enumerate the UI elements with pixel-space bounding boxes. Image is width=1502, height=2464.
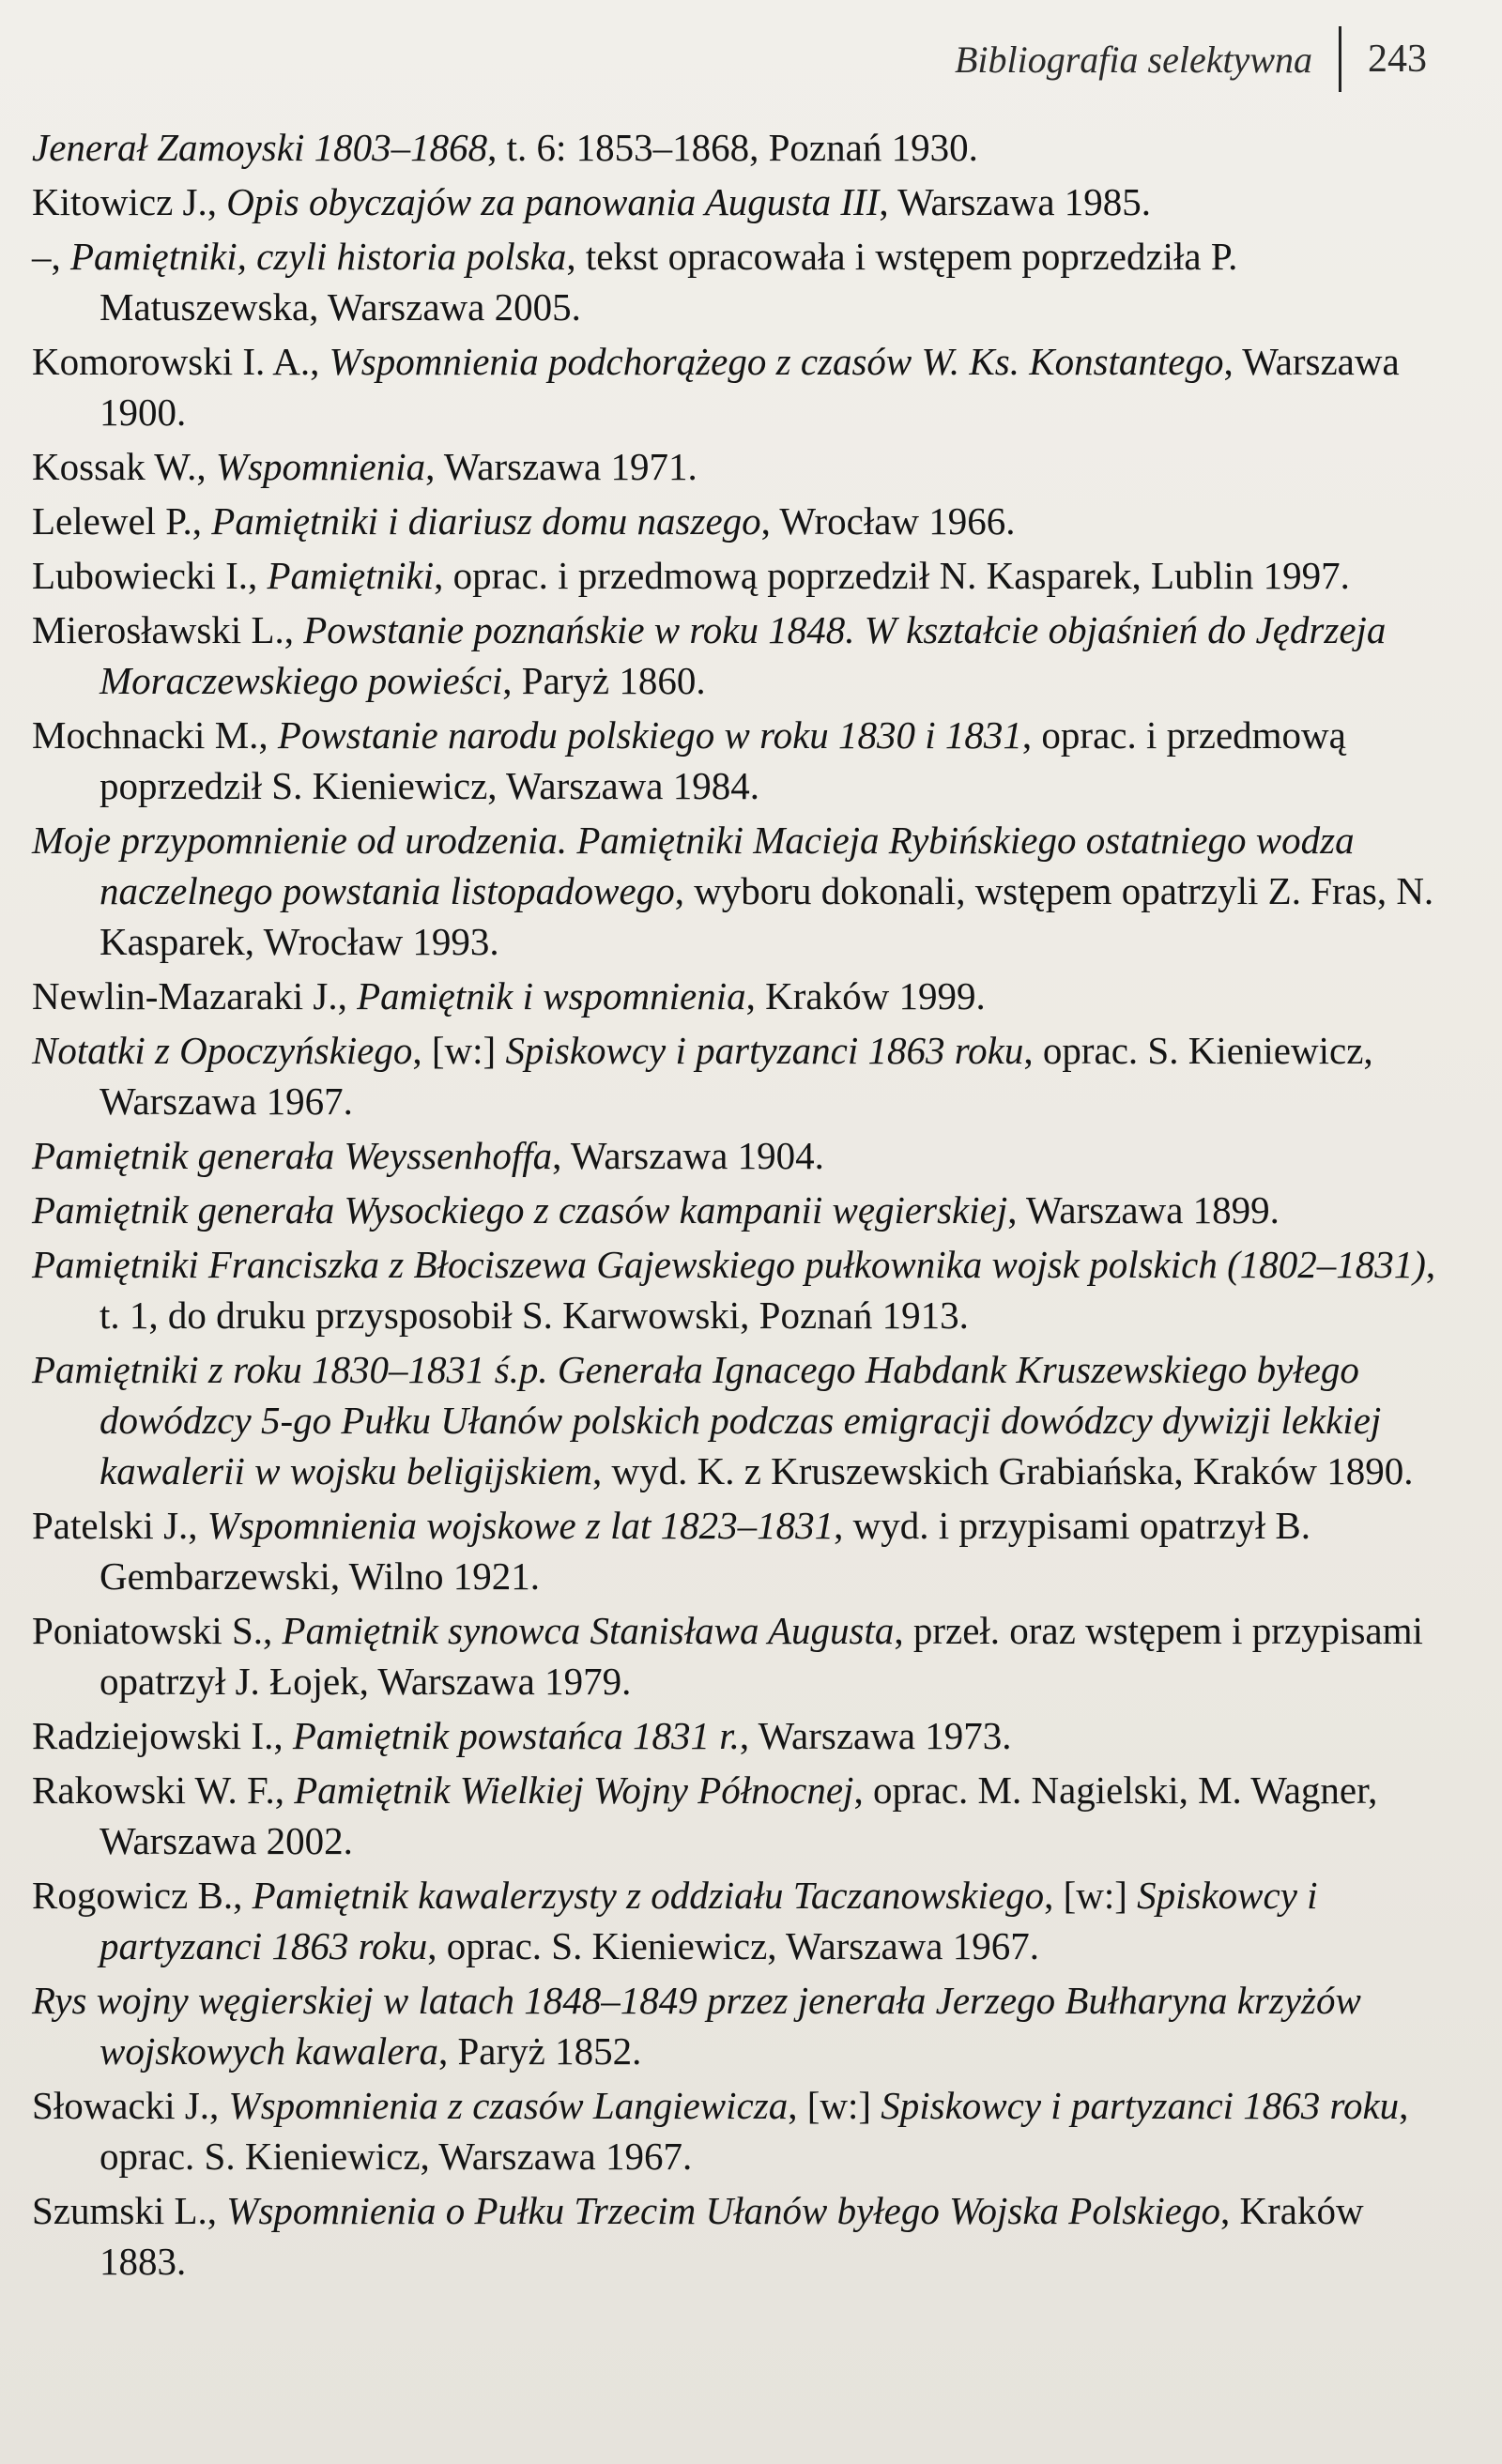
entry-title: Pamiętnik kawalerzysty z oddziału Taczanowskiego <box>252 1874 1045 1917</box>
entry-title: Pamiętniki Franciszka z Błociszewa Gajewskiego pułkownika wojsk polskich (1802–1831) <box>32 1243 1426 1286</box>
entry-author: –, <box>32 235 70 278</box>
bibliography-entry <box>32 1025 1446 1126</box>
entry-title: Wspomnienia z czasów Langiewicza <box>228 2084 789 2127</box>
bibliography-entry <box>32 1710 1446 1761</box>
entry-title: Pamiętniki i diariusz domu naszego <box>211 499 761 543</box>
entry-details: , [w:] <box>412 1029 506 1072</box>
bibliography-entry <box>32 1185 1446 1235</box>
entry-title: Pamiętnik i wspomnienia <box>357 974 746 1018</box>
entry-publication: , oprac. S. Kieniewicz, Warszawa 1967. <box>100 2084 1409 2178</box>
page-number: 243 <box>1368 38 1427 81</box>
page-header <box>955 26 1427 92</box>
header-divider <box>1339 26 1341 92</box>
entry-title: Opis obyczajów za panowania Augusta III <box>226 180 880 223</box>
entry-author: Lelewel P., <box>32 499 212 543</box>
bibliography-list <box>32 122 1446 2290</box>
entry-details: , Warszawa 1971. <box>425 445 697 488</box>
entry-author: Komorowski I. A., <box>32 340 330 383</box>
entry-details: , t. 1, do druku przysposobił S. Karwowski, Poznań 1913. <box>100 1243 1436 1337</box>
entry-author: Lubowiecki I., <box>32 554 268 597</box>
entry-details: , oprac. i przedmową poprzedził N. Kasparek, Lublin 1997. <box>434 554 1350 597</box>
entry-title: Rys wojny węgierskiej w latach 1848–1849 przez jenerała Jerzego Bułharyna krzyżów wojskowych kawalera <box>32 1979 1361 2073</box>
bibliography-entry <box>32 231 1446 332</box>
entry-author: Słowacki J., <box>32 2084 229 2127</box>
bibliography-entry <box>32 1605 1446 1706</box>
entry-details: , Wrocław 1966. <box>760 499 1016 543</box>
entry-title: Pamiętnik generała Wysockiego z czasów kampanii węgierskiej <box>32 1188 1008 1232</box>
entry-title: Pamiętnik synowca Stanisława Augusta <box>282 1609 895 1652</box>
entry-title: Pamiętnik powstańca 1831 r. <box>292 1714 740 1757</box>
entry-title: Pamiętniki z roku 1830–1831 ś.p. Generała Ignacego Habdank Kruszewskiego byłego dowódzcy 5-go Pułku Ułanów polskich podczas emigracji dowódzcy dywizji lekkiej kawalerii w wojsku beligijskiem <box>32 1348 1382 1492</box>
entry-details: , t. 6: 1853–1868, Poznań 1930. <box>487 126 978 169</box>
bibliography-entry <box>32 1870 1446 1971</box>
bibliography-entry <box>32 336 1446 437</box>
running-title: Bibliografia selektywna <box>954 38 1312 81</box>
bibliography-entry <box>32 441 1446 492</box>
entry-details: , wyd. i przypisami opatrzył B. Gembarzewski, Wilno 1921. <box>100 1504 1311 1598</box>
entry-author: Rakowski W. F., <box>32 1768 295 1812</box>
bibliography-entry <box>32 1765 1446 1866</box>
entry-publication: , oprac. S. Kieniewicz, Warszawa 1967. <box>427 1924 1039 1967</box>
entry-title: Pamiętniki, czyli historia polska <box>70 235 567 278</box>
entry-collection-title: Spiskowcy i partyzanci 1863 roku <box>881 2084 1400 2127</box>
entry-author: Newlin-Mazaraki J., <box>32 974 358 1018</box>
entry-details: , Warszawa 1904. <box>552 1134 824 1177</box>
entry-collection-title: Spiskowcy i partyzanci 1863 roku <box>100 1874 1318 1967</box>
entry-title: Wspomnienia o Pułku Trzecim Ułanów byłego Wojska Polskiego <box>226 2189 1220 2232</box>
entry-author: Kossak W., <box>32 445 216 488</box>
entry-author: Szumski L., <box>32 2189 227 2232</box>
entry-details: , Paryż 1860. <box>502 659 706 702</box>
entry-details: , tekst opracowała i wstępem poprzedziła P. Matuszewska, Warszawa 2005. <box>100 235 1238 329</box>
entry-title: Pamiętniki <box>267 554 435 597</box>
entry-details: , przeł. oraz wstępem i przypisami opatrzył J. Łojek, Warszawa 1979. <box>100 1609 1423 1703</box>
entry-details: , Warszawa 1973. <box>739 1714 1012 1757</box>
bibliography-entry <box>32 496 1446 546</box>
entry-details: , oprac. M. Nagielski, M. Wagner, Warszawa 2002. <box>100 1768 1378 1862</box>
entry-collection-title: Spiskowcy i partyzanci 1863 roku <box>505 1029 1024 1072</box>
bibliography-entry <box>32 710 1446 811</box>
entry-title: Pamiętnik generała Weyssenhoffa <box>32 1134 553 1177</box>
entry-author: Radziejowski I., <box>32 1714 293 1757</box>
entry-author: Mochnacki M., <box>32 713 278 757</box>
bibliography-entry <box>32 2080 1446 2181</box>
entry-title: Wspomnienia wojskowe z lat 1823–1831 <box>207 1504 835 1547</box>
entry-details: , wyboru dokonali, wstępem opatrzyli Z. Fras, N. Kasparek, Wrocław 1993. <box>100 869 1434 963</box>
bibliography-entry <box>32 122 1446 173</box>
entry-details: , Kraków 1883. <box>100 2189 1364 2283</box>
entry-details: , Warszawa 1899. <box>1007 1188 1280 1232</box>
entry-author: Patelski J., <box>32 1504 207 1547</box>
entry-author: Rogowicz B., <box>32 1874 253 1917</box>
entry-title: Powstanie narodu polskiego w roku 1830 i 1831 <box>277 713 1022 757</box>
entry-details: , Warszawa 1985. <box>879 180 1152 223</box>
entry-details: , wyd. K. z Kruszewskich Grabiańska, Kraków 1890. <box>591 1449 1414 1492</box>
entry-title: Moje przypomnienie od urodzenia. Pamiętniki Macieja Rybińskiego ostatniego wodza naczelnego powstania listopadowego <box>32 819 1355 912</box>
entry-author: Mierosławski L., <box>32 608 304 651</box>
bibliography-entry <box>32 1344 1446 1496</box>
entry-title: Powstanie poznańskie w roku 1848. W kształcie objaśnień do Jędrzeja Moraczewskiego powieści <box>100 608 1387 702</box>
entry-title: Wspomnienia podchorążego z czasów W. Ks. Konstantego <box>329 340 1224 383</box>
entry-details: , [w:] <box>788 2084 881 2127</box>
entry-title: Jenerał Zamoyski 1803–1868 <box>32 126 488 169</box>
entry-author: Poniatowski S., <box>32 1609 283 1652</box>
entry-details: , oprac. i przedmową poprzedził S. Kieniewicz, Warszawa 1984. <box>100 713 1346 807</box>
bibliography-entry <box>32 605 1446 706</box>
bibliography-entry <box>32 1500 1446 1601</box>
bibliography-entry <box>32 176 1446 227</box>
entry-publication: , oprac. S. Kieniewicz, Warszawa 1967. <box>100 1029 1373 1123</box>
bibliography-entry <box>32 1130 1446 1181</box>
bibliography-entry <box>32 1239 1446 1340</box>
entry-title: Wspomnienia <box>215 445 426 488</box>
entry-title: Notatki z Opoczyńskiego <box>32 1029 413 1072</box>
entry-title: Pamiętnik Wielkiej Wojny Północnej <box>294 1768 854 1812</box>
bibliography-entry <box>32 550 1446 601</box>
entry-details: , [w:] <box>1044 1874 1138 1917</box>
entry-details: , Paryż 1852. <box>437 2029 642 2073</box>
entry-author: Kitowicz J., <box>32 180 227 223</box>
bibliography-entry <box>32 2185 1446 2287</box>
bibliography-entry <box>32 815 1446 967</box>
bibliography-entry <box>32 971 1446 1021</box>
entry-details: , Kraków 1999. <box>745 974 986 1018</box>
entry-details: , Warszawa 1900. <box>100 340 1400 434</box>
bibliography-entry <box>32 1975 1446 2076</box>
